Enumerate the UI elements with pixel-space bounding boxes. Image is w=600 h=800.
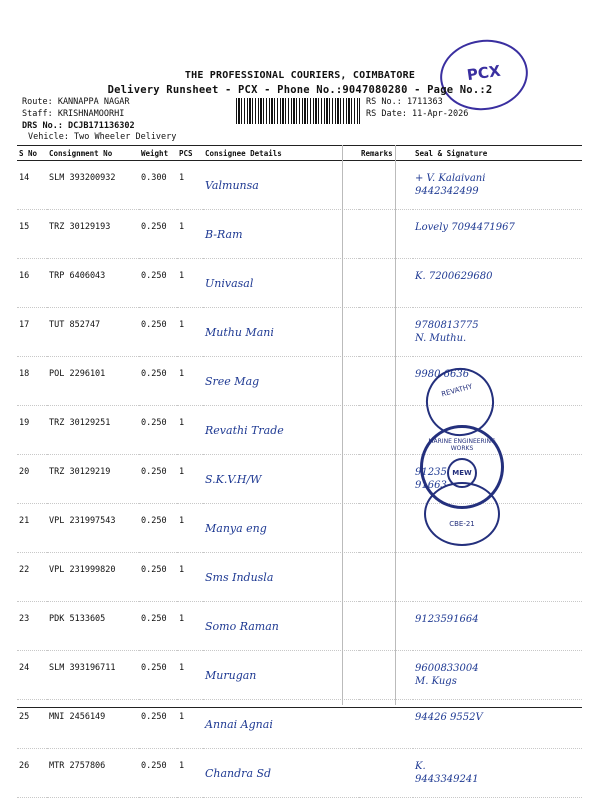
row-weight-text: 0.300 [141, 173, 167, 183]
marine-seal-text: MARINE ENGINEERING WORKS [428, 438, 496, 452]
row-sno-text: 15 [19, 222, 30, 232]
row-pcs-text: 1 [179, 516, 185, 526]
row-remarks [359, 308, 413, 357]
row-remarks [359, 749, 413, 798]
row-sno-text: 17 [19, 320, 30, 330]
col-weight: Weight [139, 146, 177, 161]
row-consignee-handwriting [203, 357, 359, 406]
row-weight [139, 749, 177, 798]
table-row [17, 749, 582, 798]
row-remarks [359, 210, 413, 259]
row-weight-text: 0.250 [141, 222, 167, 232]
row-consignee-handwriting-text: S.K.V.H/W [205, 473, 262, 486]
row-consignment [47, 504, 139, 553]
row-consignee-handwriting-text: Chandra Sd [205, 767, 272, 780]
row-signature-note: 9442342499 [415, 186, 479, 197]
row-consignment [47, 308, 139, 357]
row-consignee-handwriting [203, 504, 359, 553]
row-consignment [47, 210, 139, 259]
rs-number: RS No.: 1711363 [366, 97, 443, 107]
row-weight [139, 357, 177, 406]
row-consignment [47, 259, 139, 308]
barcode [236, 98, 360, 124]
row-signature-note: 9443349241 [415, 774, 479, 785]
row-consignee-handwriting [203, 602, 359, 651]
row-pcs [177, 210, 203, 259]
row-remarks [359, 553, 413, 602]
row-sno [17, 357, 47, 406]
row-signature-note: 91663 [415, 480, 447, 491]
row-signature-text: + V. Kalaivani [415, 173, 486, 184]
row-consignee-handwriting-text: Valmunsa [205, 179, 259, 192]
row-pcs-text: 1 [179, 418, 185, 428]
table-row [17, 210, 582, 259]
row-weight [139, 651, 177, 700]
revathy-seal-text: REVATHY [440, 382, 474, 399]
row-signature-note: M. Kugs [415, 676, 457, 687]
row-consignee-handwriting-text: Revathi Trade [205, 424, 284, 437]
row-weight-text: 0.250 [141, 565, 167, 575]
row-pcs [177, 553, 203, 602]
row-weight [139, 504, 177, 553]
row-pcs [177, 455, 203, 504]
row-sno-text: 26 [19, 761, 30, 771]
row-weight [139, 455, 177, 504]
col-consignment: Consignment No [47, 146, 139, 161]
row-weight-text: 0.250 [141, 320, 167, 330]
row-signature-text: 9980 6636 [415, 369, 470, 380]
row-signature-text: 94426 9552V [415, 712, 483, 723]
row-consignment-text: TRZ 30129219 [49, 467, 111, 477]
row-remarks [359, 357, 413, 406]
row-consignee-handwriting-text: Sms Indusla [205, 571, 274, 584]
row-sno [17, 651, 47, 700]
row-pcs-text: 1 [179, 369, 185, 379]
row-consignment [47, 406, 139, 455]
row-consignment-text: TRP 6406043 [49, 271, 106, 281]
row-consignee-handwriting [203, 308, 359, 357]
row-pcs-text: 1 [179, 271, 185, 281]
row-consignee-handwriting-text: Sree Mag [205, 375, 260, 388]
row-weight-text: 0.250 [141, 516, 167, 526]
row-sno [17, 455, 47, 504]
row-consignment [47, 553, 139, 602]
row-signature-text: Lovely 7094471967 [415, 222, 515, 233]
row-pcs-text: 1 [179, 663, 185, 673]
row-signature [413, 210, 582, 259]
staff-label: Staff: KRISHNAMOORHI [22, 109, 125, 119]
cbe-seal-text: CBE-21 [449, 520, 475, 528]
row-consignment-text: SLM 393200932 [49, 173, 116, 183]
row-consignment-text: VPL 231997543 [49, 516, 116, 526]
row-pcs-text: 1 [179, 565, 185, 575]
row-sno [17, 749, 47, 798]
row-weight [139, 259, 177, 308]
col-sno: S No [17, 146, 47, 161]
row-weight-text: 0.250 [141, 271, 167, 281]
row-sno-text: 20 [19, 467, 30, 477]
row-weight-text: 0.250 [141, 614, 167, 624]
row-consignee-handwriting-text: B-Ram [205, 228, 243, 241]
seal-separator [395, 145, 396, 705]
row-sno-text: 21 [19, 516, 30, 526]
row-remarks [359, 161, 413, 210]
row-sno [17, 161, 47, 210]
row-consignee-handwriting [203, 749, 359, 798]
row-consignment-text: SLM 393196711 [49, 663, 116, 673]
row-pcs-text: 1 [179, 712, 185, 722]
row-pcs [177, 308, 203, 357]
row-sno-text: 14 [19, 173, 30, 183]
row-consignment-text: VPL 231999820 [49, 565, 116, 575]
row-signature-text: K. 7200629680 [415, 271, 493, 282]
row-signature [413, 749, 582, 798]
row-signature [413, 602, 582, 651]
row-sno-text: 25 [19, 712, 30, 722]
remarks-separator [342, 145, 343, 705]
row-pcs [177, 161, 203, 210]
row-sno [17, 504, 47, 553]
row-signature [413, 308, 582, 357]
table-row [17, 651, 582, 700]
marine-seal-logo: MEW [447, 458, 477, 488]
row-remarks [359, 602, 413, 651]
row-consignment [47, 357, 139, 406]
row-weight [139, 553, 177, 602]
row-pcs-text: 1 [179, 467, 185, 477]
row-pcs-text: 1 [179, 761, 185, 771]
row-weight-text: 0.250 [141, 369, 167, 379]
row-weight [139, 308, 177, 357]
row-remarks [359, 455, 413, 504]
row-signature-text: 9123591664 [415, 614, 479, 625]
row-sno [17, 406, 47, 455]
row-sno [17, 308, 47, 357]
row-consignment [47, 651, 139, 700]
table-row [17, 308, 582, 357]
row-consignment [47, 749, 139, 798]
row-pcs-text: 1 [179, 614, 185, 624]
col-remarks: Remarks [359, 146, 413, 161]
row-weight-text: 0.250 [141, 467, 167, 477]
company-title: THE PROFESSIONAL COURIERS, COIMBATORE [184, 70, 416, 81]
rs-date: RS Date: 11-Apr-2026 [366, 109, 469, 119]
row-remarks [359, 259, 413, 308]
row-sno-text: 23 [19, 614, 30, 624]
row-signature-text: 91235 [415, 467, 447, 478]
row-consignment-text: MNI 2456149 [49, 712, 106, 722]
row-signature [413, 259, 582, 308]
row-consignment-text: TRZ 30129193 [49, 222, 111, 232]
row-pcs [177, 406, 203, 455]
row-signature-text: K. [415, 761, 426, 772]
row-weight [139, 210, 177, 259]
row-consignee-handwriting [203, 455, 359, 504]
table-bottom-rule [17, 707, 582, 708]
route-label: Route: KANNAPPA NAGAR [22, 97, 130, 107]
row-remarks [359, 651, 413, 700]
row-weight-text: 0.250 [141, 712, 167, 722]
row-sno-text: 16 [19, 271, 30, 281]
row-pcs [177, 259, 203, 308]
row-signature-text: 9780813775 [415, 320, 479, 331]
row-consignee-handwriting-text: Manya eng [205, 522, 267, 535]
row-consignment [47, 602, 139, 651]
row-sno-text: 22 [19, 565, 30, 575]
row-sno [17, 259, 47, 308]
row-sno-text: 19 [19, 418, 30, 428]
row-sno [17, 210, 47, 259]
row-sno [17, 553, 47, 602]
row-consignee-handwriting-text: Muthu Mani [205, 326, 274, 339]
row-pcs [177, 504, 203, 553]
row-weight [139, 161, 177, 210]
row-signature-note: N. Muthu. [415, 333, 467, 344]
row-pcs-text: 1 [179, 222, 185, 232]
row-signature-text: 9600833004 [415, 663, 479, 674]
row-consignee-handwriting [203, 259, 359, 308]
row-consignee-handwriting-text: Univasal [205, 277, 254, 290]
row-consignment [47, 455, 139, 504]
table-row [17, 259, 582, 308]
col-seal: Seal & Signature [413, 146, 582, 161]
row-weight [139, 602, 177, 651]
row-consignment-text: PDK 5133605 [49, 614, 106, 624]
row-consignee-handwriting-text: Somo Raman [205, 620, 279, 633]
row-pcs [177, 357, 203, 406]
row-signature [413, 553, 582, 602]
row-consignee-handwriting-text: Annai Agnai [205, 718, 273, 731]
row-remarks [359, 406, 413, 455]
row-consignment-text: POL 2296101 [49, 369, 106, 379]
row-remarks [359, 504, 413, 553]
row-signature [413, 161, 582, 210]
row-weight-text: 0.250 [141, 663, 167, 673]
row-weight [139, 406, 177, 455]
row-consignee-handwriting [203, 210, 359, 259]
row-pcs [177, 602, 203, 651]
row-consignee-handwriting [203, 651, 359, 700]
row-weight-text: 0.250 [141, 761, 167, 771]
row-pcs-text: 1 [179, 173, 185, 183]
row-sno [17, 602, 47, 651]
row-consignment-text: TRZ 30129251 [49, 418, 111, 428]
row-consignee-handwriting [203, 553, 359, 602]
table-row [17, 602, 582, 651]
row-consignment-text: MTR 2757806 [49, 761, 106, 771]
table-row [17, 553, 582, 602]
row-pcs-text: 1 [179, 320, 185, 330]
row-pcs [177, 651, 203, 700]
row-sno-text: 18 [19, 369, 30, 379]
row-consignee-handwriting [203, 161, 359, 210]
pcx-stamp: PCX [436, 34, 533, 116]
col-pcs: PCS [177, 146, 203, 161]
row-consignment [47, 161, 139, 210]
runsheet-title: Delivery Runsheet - PCX - Phone No.:9047080280 - Page No.:2 [107, 84, 493, 96]
table-row [17, 357, 582, 406]
row-consignee-handwriting-text: Murugan [205, 669, 257, 682]
cbe-seal [424, 482, 500, 546]
table-row [17, 161, 582, 210]
row-consignment-text: TUT 852747 [49, 320, 101, 330]
row-consignee-handwriting [203, 406, 359, 455]
row-sno-text: 24 [19, 663, 30, 673]
drs-number: DRS No.: DCJB171136302 [22, 121, 135, 131]
table-header-row [17, 146, 582, 161]
vehicle-label: Vehicle: Two Wheeler Delivery [28, 132, 177, 142]
row-weight-text: 0.250 [141, 418, 167, 428]
row-signature [413, 651, 582, 700]
row-pcs [177, 749, 203, 798]
col-consignee: Consignee Details [203, 146, 359, 161]
